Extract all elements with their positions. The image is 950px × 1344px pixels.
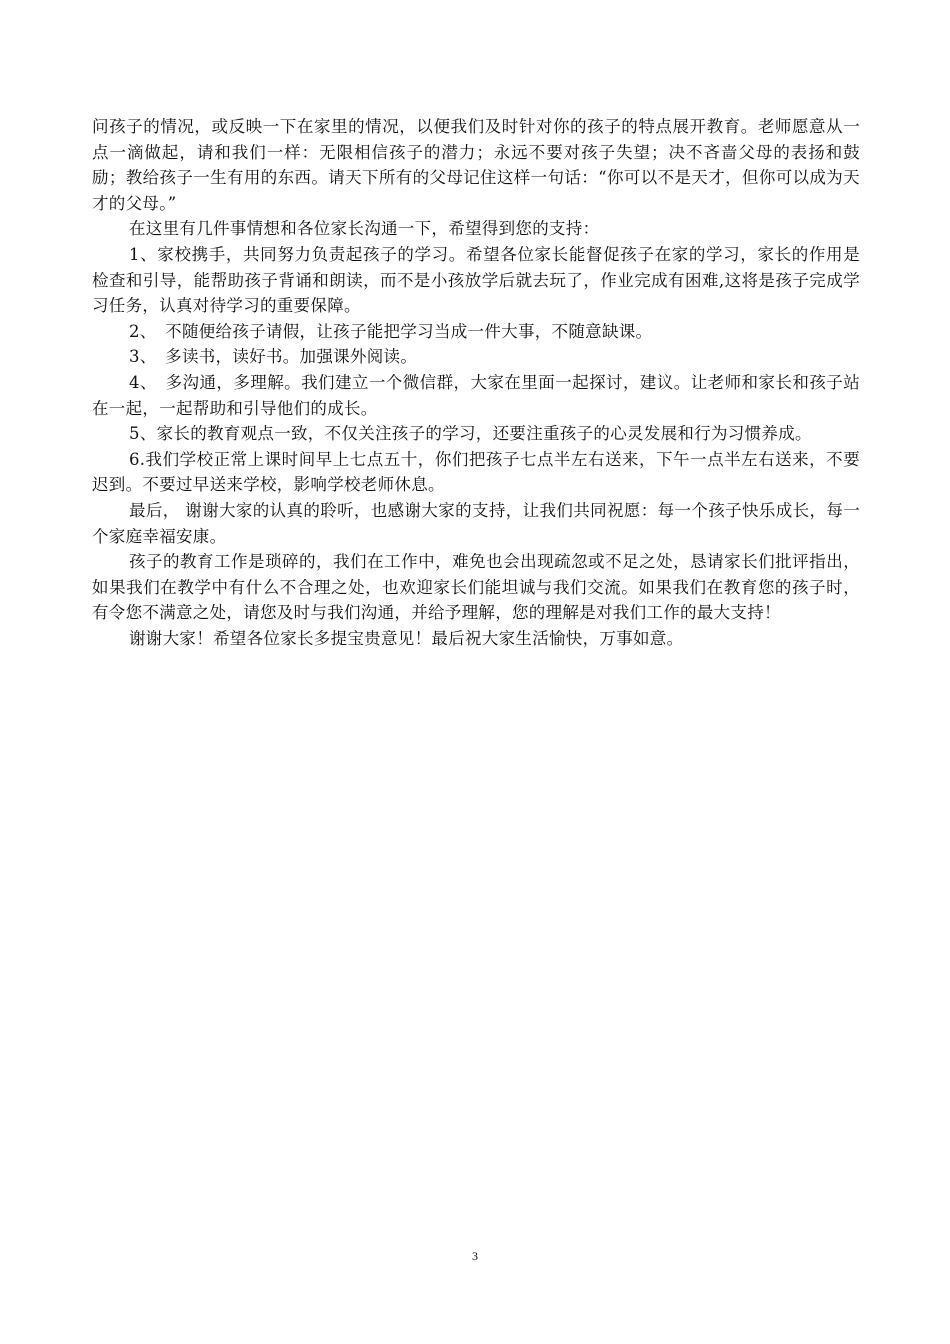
body-text [92, 114, 860, 651]
paragraph: 3、 多读书，读好书。加强课外阅读。 [129, 347, 418, 367]
paragraph: 谢谢大家！希望各位家长多提宝贵意见！最后祝大家生活愉快，万事如意。 [129, 628, 684, 648]
paragraph: 最后， 谢谢大家的认真的聆听，也感谢大家的支持，让我们共同祝愿：每一个孩子快乐成长，每一个家庭幸福安康。 [92, 500, 860, 546]
paragraph: 6.我们学校正常上课时间早上七点五十，你们把孩子七点半左右送来，下午一点半左右送来，不要迟到。不要过早送来学校，影响学校老师休息。 [92, 449, 860, 495]
paragraph: 2、 不随便给孩子请假，让孩子能把学习当成一件大事，不随意缺课。 [129, 321, 653, 341]
paragraph: 4、 多沟通，多理解。我们建立一个微信群，大家在里面一起探讨，建议。让老师和家长和孩子站在一起，一起帮助和引导他们的成长。 [92, 372, 860, 418]
page-number: 3 [472, 1249, 478, 1263]
paragraph: 问孩子的情况，或反映一下在家里的情况，以便我们及时针对你的孩子的特点展开教育。老师愿意从一点一滴做起，请和我们一样：无限相信孩子的潜力；永远不要对孩子失望；决不吝啬父母的表扬和鼓励；教给孩子一生有用的东西。请天下所有的父母记住这样一句话：“你可以不是天才，但你可以成为天才的父母。” [92, 117, 860, 213]
paragraph: 孩子的教育工作是琐碎的，我们在工作中，难免也会出现疏忽或不足之处，恳请家长们批评指出，如果我们在教学中有什么不合理之处，也欢迎家长们能坦诚与我们交流。如果我们在教育您的孩子时，有令您不满意之处，请您及时与我们沟通，并给予理解，您的理解是对我们工作的最大支持！ [92, 552, 860, 623]
paragraph: 5、家长的教育观点一致，不仅关注孩子的学习，还要注重孩子的心灵发展和行为习惯养成。 [129, 424, 812, 444]
paragraph: 在这里有几件事情想和各位家长沟通一下，希望得到您的支持： [129, 219, 600, 239]
paragraph: 1、家校携手，共同努力负责起孩子的学习。希望各位家长能督促孩子在家的学习，家长的作用是检查和引导，能帮助孩子背诵和朗读，而不是小孩放学后就去玩了，作业完成有困难,这将是孩子完成学习任务，认真对待学习的重要保障。 [92, 244, 860, 316]
